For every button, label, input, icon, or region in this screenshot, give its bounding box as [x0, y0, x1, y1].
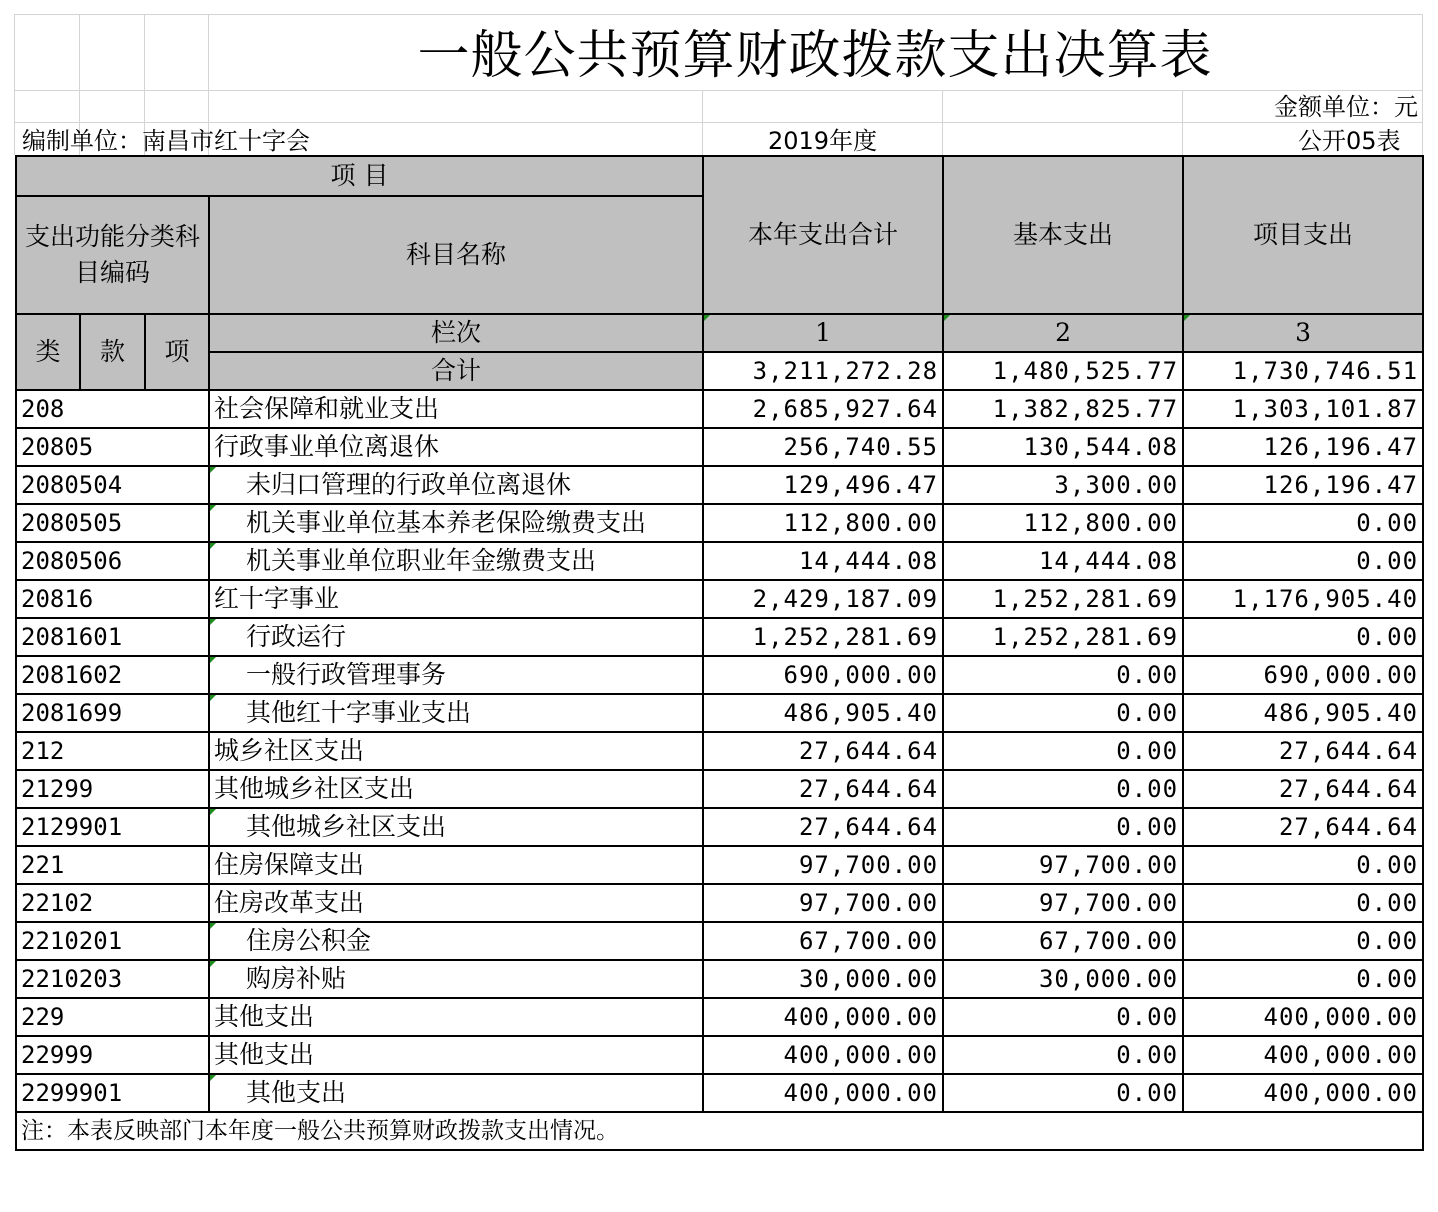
table-row [16, 1074, 1423, 1112]
table-row [16, 656, 1423, 694]
row-project: 400,000.00 [1183, 998, 1423, 1036]
col-number-1: 1 [703, 314, 943, 352]
row-name: 机关事业单位基本养老保险缴费支出 [209, 504, 703, 542]
row-basic: 0.00 [943, 656, 1183, 694]
row-total: 27,644.64 [703, 732, 943, 770]
sum-project: 1,730,746.51 [1183, 352, 1423, 390]
gridline [14, 14, 15, 155]
table-row [16, 694, 1423, 732]
table-row [16, 504, 1423, 542]
row-basic: 0.00 [943, 770, 1183, 808]
table-row [16, 960, 1423, 998]
row-basic: 1,252,281.69 [943, 618, 1183, 656]
row-project: 0.00 [1183, 960, 1423, 998]
row-name: 购房补贴 [209, 960, 703, 998]
row-project: 0.00 [1183, 884, 1423, 922]
row-basic: 97,700.00 [943, 884, 1183, 922]
gridline [14, 90, 1422, 91]
org-label: 编制单位：南昌市红十字会 [22, 127, 310, 155]
row-name: 其他红十字事业支出 [209, 694, 703, 732]
row-basic: 0.00 [943, 732, 1183, 770]
row-name: 其他支出 [209, 1074, 703, 1112]
row-total: 690,000.00 [703, 656, 943, 694]
row-name: 行政事业单位离退休 [209, 428, 703, 466]
table-row [16, 1036, 1423, 1074]
row-project: 27,644.64 [1183, 732, 1423, 770]
row-basic: 130,544.08 [943, 428, 1183, 466]
row-basic: 0.00 [943, 1036, 1183, 1074]
row-basic: 0.00 [943, 808, 1183, 846]
row-project: 690,000.00 [1183, 656, 1423, 694]
row-name: 行政运行 [209, 618, 703, 656]
header-col-project: 项目支出 [1183, 156, 1423, 314]
header-code-group: 支出功能分类科目编码 [16, 196, 209, 314]
row-name: 住房改革支出 [209, 884, 703, 922]
row-project: 400,000.00 [1183, 1074, 1423, 1112]
row-total: 14,444.08 [703, 542, 943, 580]
row-code: 2081699 [16, 694, 209, 732]
row-code: 221 [16, 846, 209, 884]
row-code: 212 [16, 732, 209, 770]
row-basic: 0.00 [943, 998, 1183, 1036]
form-number: 公开05表 [1298, 127, 1401, 155]
row-code: 2080506 [16, 542, 209, 580]
header-name: 科目名称 [209, 196, 703, 314]
row-code: 2080505 [16, 504, 209, 542]
row-total: 27,644.64 [703, 770, 943, 808]
sum-basic: 1,480,525.77 [943, 352, 1183, 390]
row-total: 2,429,187.09 [703, 580, 943, 618]
table-row [16, 770, 1423, 808]
col-number-2: 2 [943, 314, 1183, 352]
row-code: 2080504 [16, 466, 209, 504]
table-row [16, 580, 1423, 618]
row-name: 其他支出 [209, 1036, 703, 1074]
table-row [16, 998, 1423, 1036]
row-total: 2,685,927.64 [703, 390, 943, 428]
row-code: 2129901 [16, 808, 209, 846]
table-row [16, 922, 1423, 960]
header-item: 项 目 [16, 156, 703, 196]
header-col-total: 本年支出合计 [703, 156, 943, 314]
amount-unit-label: 金额单位：元 [1274, 93, 1418, 121]
row-project: 27,644.64 [1183, 770, 1423, 808]
row-name: 其他城乡社区支出 [209, 808, 703, 846]
sum-label: 合计 [209, 352, 703, 390]
row-code: 20805 [16, 428, 209, 466]
row-project: 1,303,101.87 [1183, 390, 1423, 428]
row-name: 其他城乡社区支出 [209, 770, 703, 808]
gridline [14, 14, 1422, 15]
row-basic: 112,800.00 [943, 504, 1183, 542]
table-row [16, 808, 1423, 846]
row-name: 社会保障和就业支出 [209, 390, 703, 428]
row-total: 67,700.00 [703, 922, 943, 960]
table-row [16, 466, 1423, 504]
row-total: 400,000.00 [703, 998, 943, 1036]
row-total: 256,740.55 [703, 428, 943, 466]
table-row [16, 884, 1423, 922]
row-basic: 97,700.00 [943, 846, 1183, 884]
header-lanci: 栏次 [209, 314, 703, 352]
row-project: 1,176,905.40 [1183, 580, 1423, 618]
gridline [1422, 14, 1423, 155]
header-kuan: 款 [80, 314, 145, 390]
header-xiang: 项 [145, 314, 209, 390]
table-row [16, 390, 1423, 428]
row-code: 2081602 [16, 656, 209, 694]
row-basic: 14,444.08 [943, 542, 1183, 580]
row-code: 21299 [16, 770, 209, 808]
header-lei: 类 [16, 314, 80, 390]
year-label: 2019年度 [768, 127, 878, 155]
row-project: 400,000.00 [1183, 1036, 1423, 1074]
row-code: 229 [16, 998, 209, 1036]
row-project: 0.00 [1183, 846, 1423, 884]
col-number-3: 3 [1183, 314, 1423, 352]
row-name: 一般行政管理事务 [209, 656, 703, 694]
row-total: 30,000.00 [703, 960, 943, 998]
row-project: 0.00 [1183, 922, 1423, 960]
table-row [16, 618, 1423, 656]
row-basic: 1,252,281.69 [943, 580, 1183, 618]
row-name: 未归口管理的行政单位离退休 [209, 466, 703, 504]
table-row [16, 732, 1423, 770]
header-col-basic: 基本支出 [943, 156, 1183, 314]
row-total: 400,000.00 [703, 1036, 943, 1074]
row-project: 0.00 [1183, 504, 1423, 542]
row-total: 486,905.40 [703, 694, 943, 732]
row-name: 城乡社区支出 [209, 732, 703, 770]
row-total: 97,700.00 [703, 846, 943, 884]
row-code: 22999 [16, 1036, 209, 1074]
row-total: 400,000.00 [703, 1074, 943, 1112]
row-total: 1,252,281.69 [703, 618, 943, 656]
row-basic: 67,700.00 [943, 922, 1183, 960]
row-total: 112,800.00 [703, 504, 943, 542]
row-project: 126,196.47 [1183, 428, 1423, 466]
row-project: 0.00 [1183, 542, 1423, 580]
row-code: 22102 [16, 884, 209, 922]
row-name: 住房保障支出 [209, 846, 703, 884]
row-code: 2299901 [16, 1074, 209, 1112]
row-basic: 30,000.00 [943, 960, 1183, 998]
row-code: 20816 [16, 580, 209, 618]
table-row [16, 846, 1423, 884]
row-basic: 3,300.00 [943, 466, 1183, 504]
row-basic: 1,382,825.77 [943, 390, 1183, 428]
row-project: 0.00 [1183, 618, 1423, 656]
row-project: 126,196.47 [1183, 466, 1423, 504]
table-row [16, 428, 1423, 466]
page-title: 一般公共预算财政拨款支出决算表 [417, 26, 1213, 86]
gridline [14, 122, 1422, 123]
row-name: 住房公积金 [209, 922, 703, 960]
row-name: 其他支出 [209, 998, 703, 1036]
table-row [16, 542, 1423, 580]
row-total: 129,496.47 [703, 466, 943, 504]
row-project: 486,905.40 [1183, 694, 1423, 732]
row-basic: 0.00 [943, 1074, 1183, 1112]
row-total: 97,700.00 [703, 884, 943, 922]
sum-total: 3,211,272.28 [703, 352, 943, 390]
row-total: 27,644.64 [703, 808, 943, 846]
row-code: 2210203 [16, 960, 209, 998]
table-note: 注：本表反映部门本年度一般公共预算财政拨款支出情况。 [16, 1112, 1423, 1150]
table-note-row [16, 1112, 1423, 1150]
expenditure-table [15, 155, 1424, 1151]
row-basic: 0.00 [943, 694, 1183, 732]
row-name: 红十字事业 [209, 580, 703, 618]
row-name: 机关事业单位职业年金缴费支出 [209, 542, 703, 580]
row-code: 2210201 [16, 922, 209, 960]
row-code: 208 [16, 390, 209, 428]
row-project: 27,644.64 [1183, 808, 1423, 846]
row-code: 2081601 [16, 618, 209, 656]
